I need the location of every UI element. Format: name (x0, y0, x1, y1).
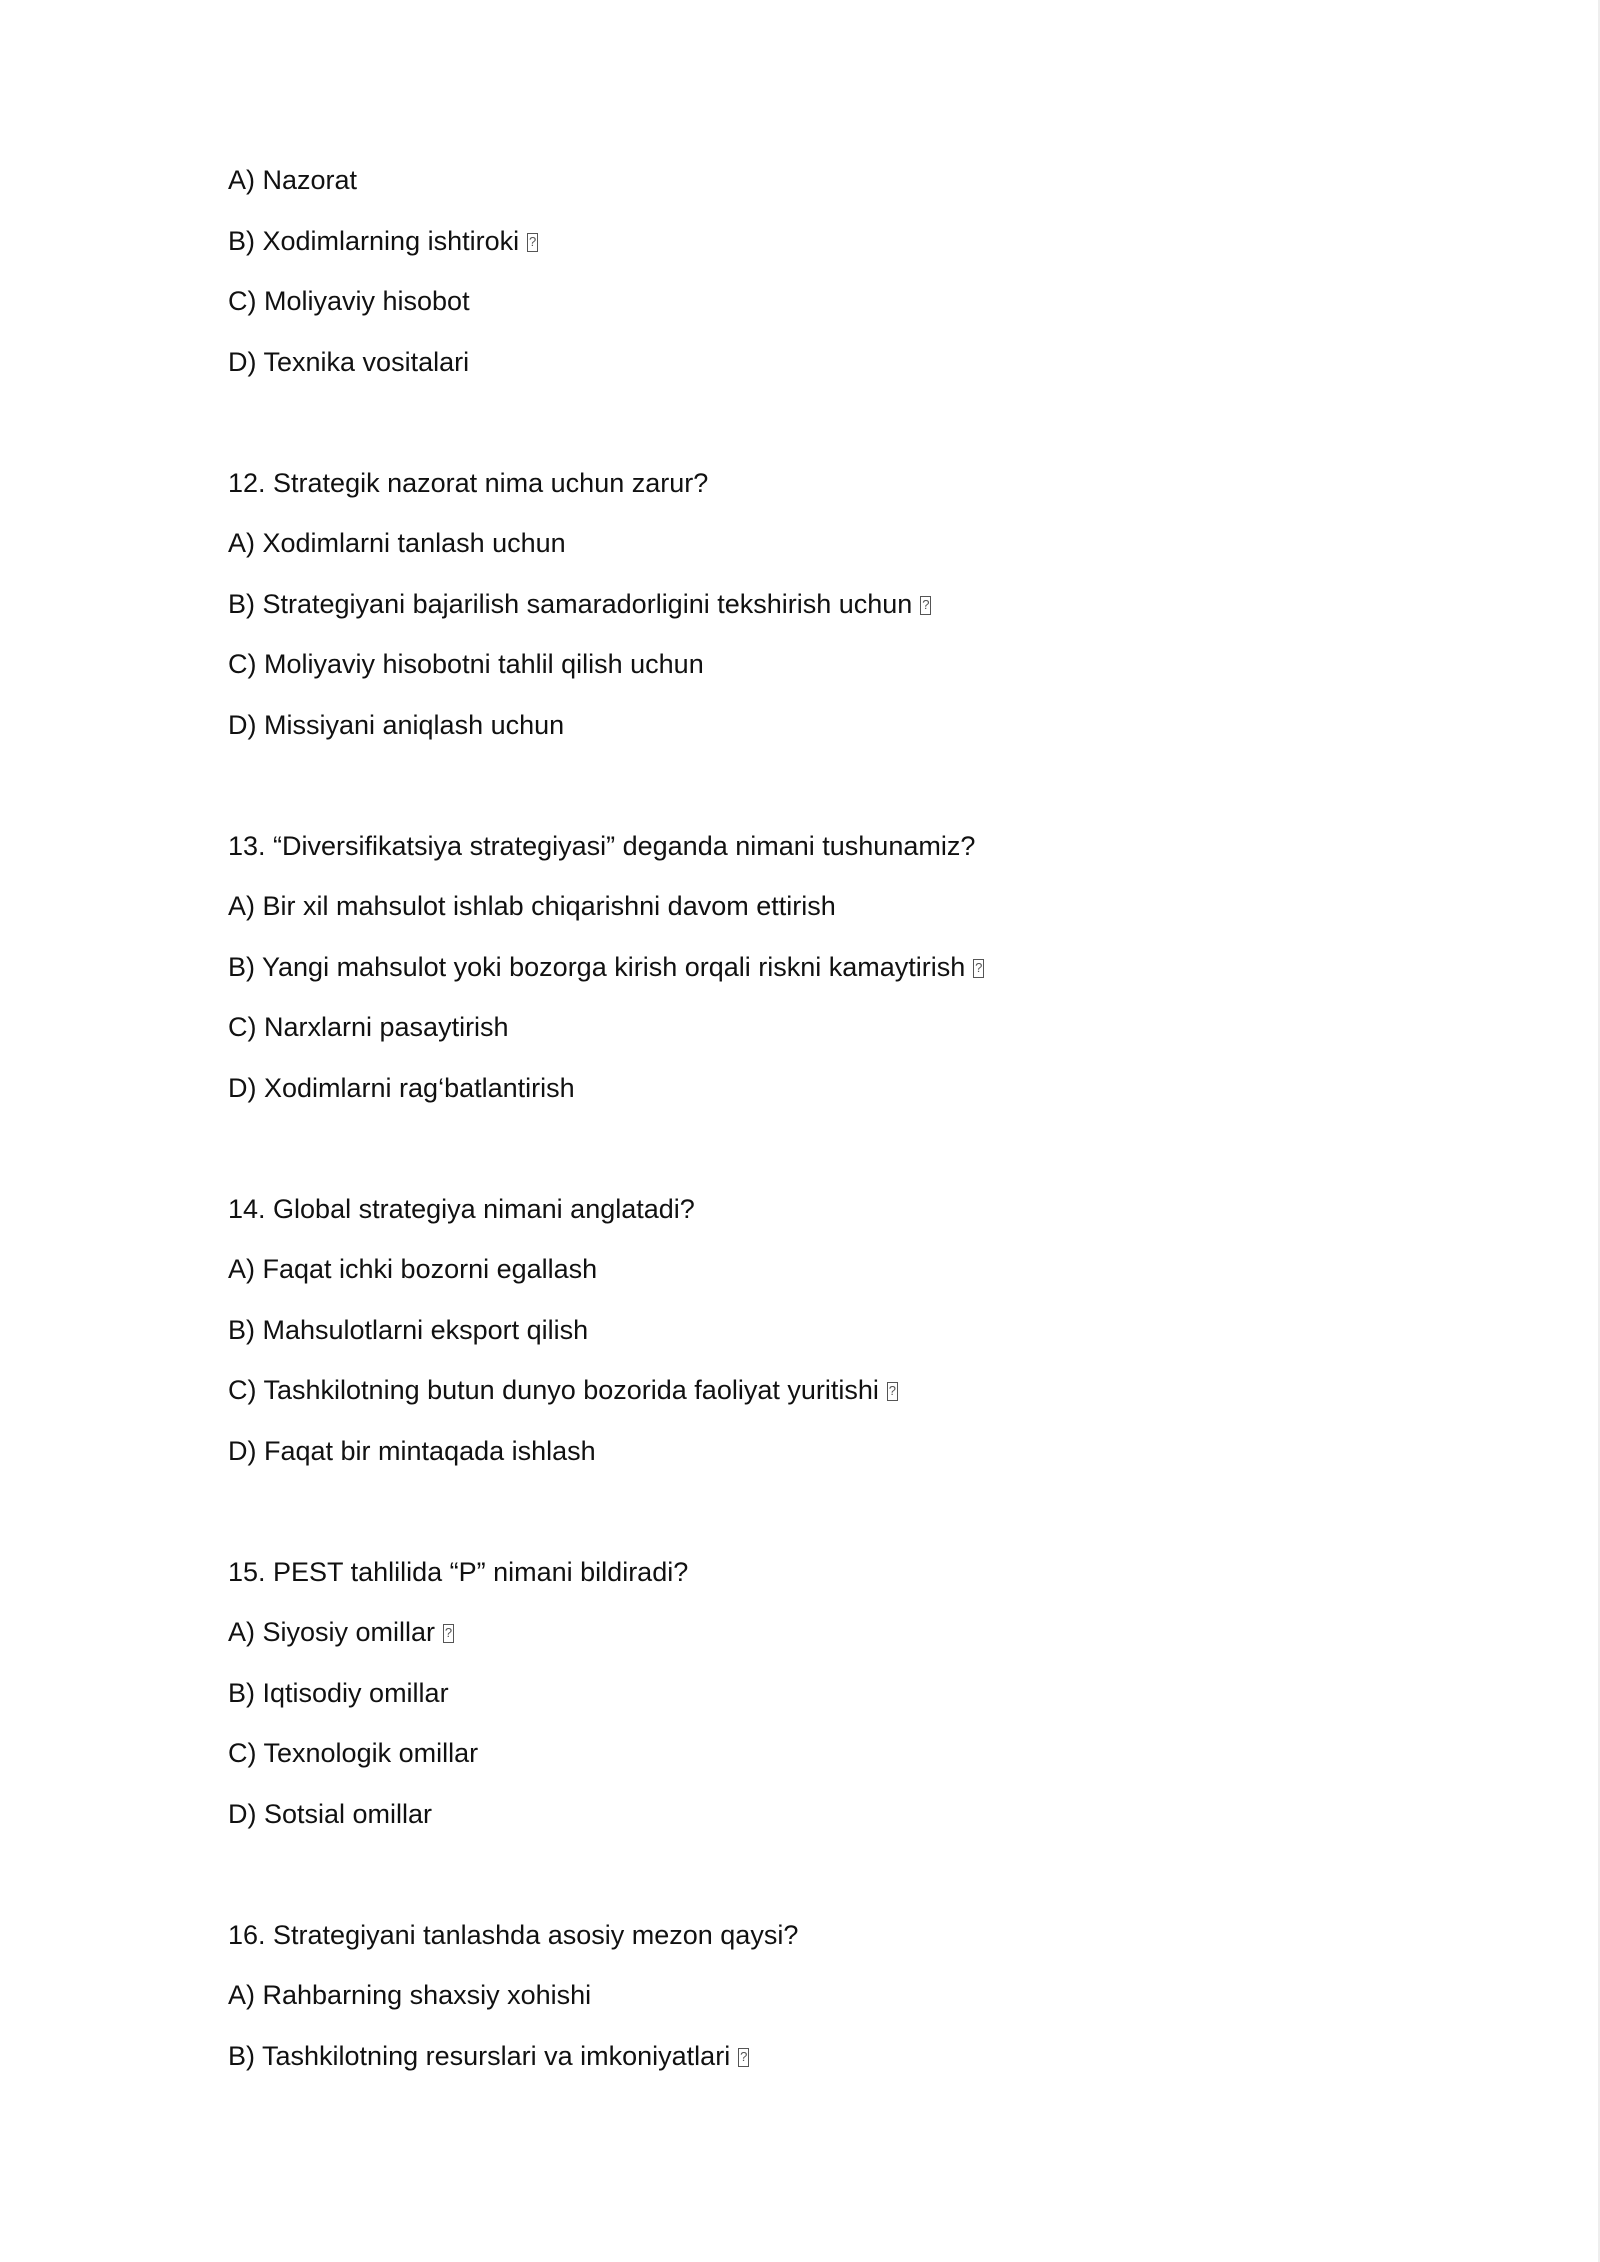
option-label: D) Sotsial omillar (228, 1798, 433, 1829)
option-label: D) Xodimlarni rag‘batlantirish (228, 1072, 575, 1103)
answer-option (228, 1360, 1428, 1421)
option-label: C) Moliyaviy hisobot (228, 286, 470, 316)
answer-option (228, 695, 1428, 756)
question-text (228, 453, 1428, 514)
correct-answer-marker-icon (973, 959, 984, 978)
blank-line (228, 755, 1428, 816)
option-label: A) Siyosiy omillar (228, 1617, 436, 1647)
option-label: C) Moliyaviy hisobotni tahlil qilish uchun (228, 649, 704, 679)
question-label: 13. “Diversifikatsiya strategiyasi” deganda nimani tushunamiz? (228, 830, 976, 861)
option-label: B) Mahsulotlarni eksport qilish (228, 1314, 589, 1345)
option-label: A) Faqat ichki bozorni egallash (228, 1254, 598, 1284)
question-label: 14. Global strategiya nimani anglatadi? (228, 1193, 695, 1224)
correct-answer-marker-icon (443, 1624, 454, 1643)
option-label: B) Strategiyani bajarilish samaradorligini tekshirish uchun (228, 588, 913, 619)
option-label: A) Rahbarning shaxsiy xohishi (228, 1980, 592, 2010)
option-label: B) Xodimlarning ishtiroki (228, 225, 520, 256)
option-label: C) Narxlarni pasaytirish (228, 1012, 509, 1042)
answer-option (228, 332, 1428, 393)
correct-answer-marker-icon (920, 596, 931, 615)
answer-option (228, 1965, 1428, 2026)
blank-line (228, 392, 1428, 453)
answer-option (228, 1300, 1428, 1361)
blank-line (228, 1481, 1428, 1542)
answer-option (228, 271, 1428, 332)
answer-option (228, 1663, 1428, 1724)
answer-option (228, 1058, 1428, 1119)
question-text (228, 1905, 1428, 1966)
answer-option (228, 211, 1428, 272)
answer-option (228, 574, 1428, 635)
answer-option (228, 1421, 1428, 1482)
correct-answer-marker-icon (527, 233, 538, 252)
option-label: D) Missiyani aniqlash uchun (228, 709, 565, 740)
question-text (228, 1179, 1428, 1240)
answer-option (228, 2026, 1428, 2087)
option-label: D) Faqat bir mintaqada ishlash (228, 1435, 596, 1466)
answer-option (228, 1784, 1428, 1845)
answer-option (228, 634, 1428, 695)
option-label: B) Tashkilotning resurslari va imkoniyatlari (228, 2040, 731, 2071)
answer-option (228, 1723, 1428, 1784)
blank-line (228, 1118, 1428, 1179)
answer-option (228, 876, 1428, 937)
correct-answer-marker-icon (738, 2048, 749, 2067)
option-label: C) Texnologik omillar (228, 1738, 479, 1768)
answer-option (228, 150, 1428, 211)
document-content (228, 150, 1428, 2086)
option-label: D) Texnika vositalari (228, 346, 470, 377)
question-label: 12. Strategik nazorat nima uchun zarur? (228, 467, 709, 498)
option-label: A) Nazorat (228, 165, 358, 195)
question-text (228, 1542, 1428, 1603)
question-label: 15. PEST tahlilida “P” nimani bildiradi? (228, 1556, 689, 1587)
answer-option (228, 997, 1428, 1058)
answer-option (228, 1602, 1428, 1663)
answer-option (228, 513, 1428, 574)
correct-answer-marker-icon (887, 1382, 898, 1401)
option-label: B) Iqtisodiy omillar (228, 1677, 449, 1708)
answer-option (228, 937, 1428, 998)
question-text (228, 816, 1428, 877)
option-label: A) Bir xil mahsulot ishlab chiqarishni davom ettirish (228, 891, 836, 921)
option-label: B) Yangi mahsulot yoki bozorga kirish orqali riskni kamaytirish (228, 951, 966, 982)
question-label: 16. Strategiyani tanlashda asosiy mezon qaysi? (228, 1919, 799, 1950)
option-label: C) Tashkilotning butun dunyo bozorida faoliyat yuritishi (228, 1375, 879, 1405)
answer-option (228, 1239, 1428, 1300)
option-label: A) Xodimlarni tanlash uchun (228, 528, 566, 558)
blank-line (228, 1844, 1428, 1905)
